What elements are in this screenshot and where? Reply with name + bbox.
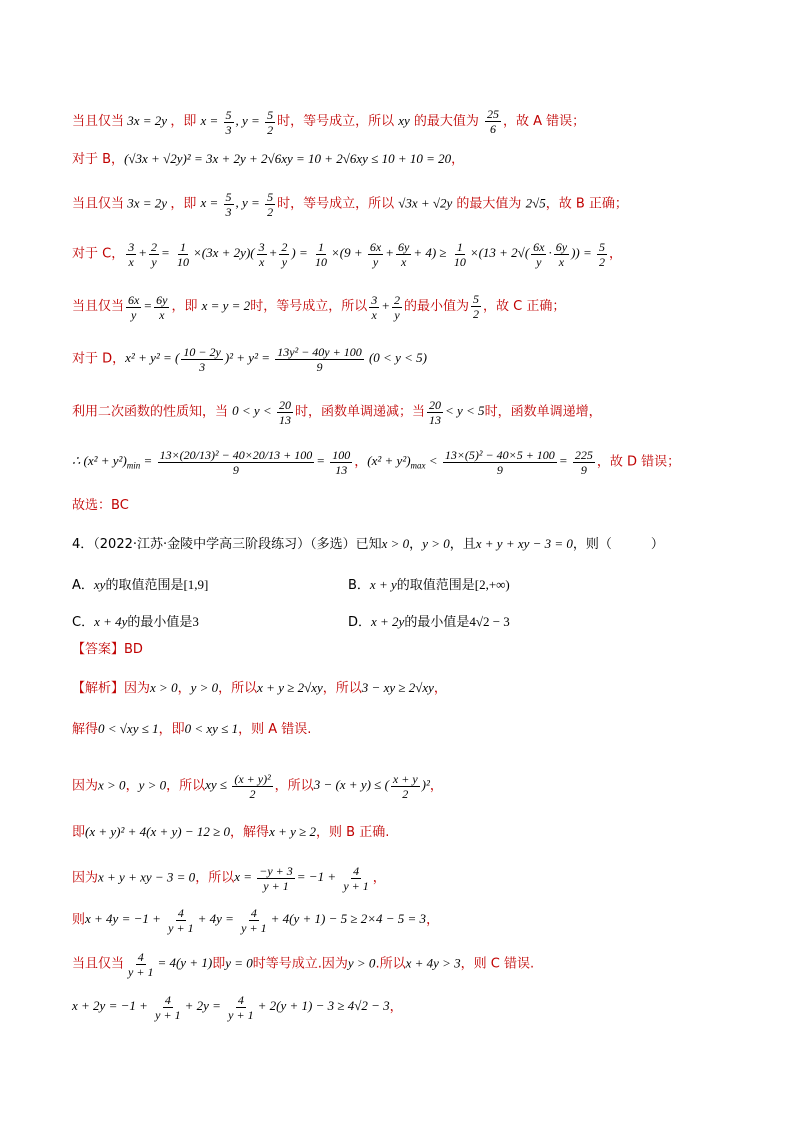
analysis-line-3: 因为x > 0，y > 0，所以xy ≤ $\frac{\text{(x + y)²}}{2}$ ，所以3 − (x + y) ≤ ( $\frac{x + y}{2}$ )²， xyxy=(72,772,443,801)
answer-line: 【答案】BD xyxy=(72,642,143,657)
option-b: B．x + y的取值范围是[2,+∞) xyxy=(348,577,510,593)
solution-line-7: 利用二次函数的性质知，当 0 < y < $\frac{20}{13}$ 时，函数单调递减；当 $\frac{20}{13}$ < y < 5时，函数单调递增， xyxy=(72,398,602,427)
solution-line-8: ∴ $(x^2 + y^2)_{min}$ = $\frac{\text{13×(20/13)² − 40×20/13 + 100}}{9}$ = $\frac{100}{13}$ ，$(x^2 + y^2)_{max}$ < $\frac{\text{13×(5)² − 40×5 + 100}}{9}$ = $\frac{225}{9}$ ，故 D 错误； xyxy=(72,448,681,477)
solution-line-3: 当且仅当 3x = 2y ，即 x = $\frac{5}{3}$ , y = $\frac{5}{2}$ 时，等号成立，所以 √3x + √2y 的最大值为 2√5，故 B 正确； xyxy=(72,190,628,219)
solution-line-6: 对于 D，x² + y² = ( $\frac{10 - 2y}{3}$ )² + y² = $\frac{\text{13y² − 40y + 100}}{9}$ (0 < y < 5) xyxy=(72,345,427,374)
option-c: C．x + 4y的最小值是3 xyxy=(72,614,199,630)
analysis-line-6: 则x + 4y = −1 + $\frac{4}{y + 1}$ + 4y = $\frac{4}{y + 1}$ + 4(y + 1) − 5 ≥ 2×4 − 5 = 3， xyxy=(72,906,440,935)
analysis-line-1: 【解析】因为x > 0，y > 0，所以x + y ≥ 2√xy，所以3 − xy ≥ 2√xy， xyxy=(72,680,447,696)
solution-line-2: 对于 B，(√3x + √2y)² = 3x + 2y + 2√6xy = 10 + 2√6xy ≤ 10 + 10 = 20， xyxy=(72,151,465,167)
analysis-line-4: 即(x + y)² + 4(x + y) − 12 ≥ 0，解得x + y ≥ 2，则 B 正确. xyxy=(72,824,390,840)
option-d: D．x + 2y的最小值是4√2 − 3 xyxy=(348,614,510,630)
analysis-line-2: 解得0 < √xy ≤ 1，即0 < xy ≤ 1，则 A 错误. xyxy=(72,721,312,737)
solution-line-5: 当且仅当 $\frac{6x}{y}$ = $\frac{6y}{x}$ ，即 x = y = 2时，等号成立，所以 $\frac{3}{x}$ + $\frac{2}{y}$ 的最小值为 $\frac{5}{2}$ ，故 C 正确； xyxy=(72,292,566,322)
solution-line-1: 当且仅当 3x = 2y ，即 x = $\frac{5}{3}$ , y = $\frac{5}{2}$ 时，等号成立，所以 xy 的最大值为 $\frac{25}{6}$ ，故 A 错误； xyxy=(72,107,586,137)
analysis-line-5: 因为x + y + xy − 3 = 0，所以x = $\frac{-y + 3}{y + 1}$ = −1 + $\frac{4}{y + 1}$ ， xyxy=(72,864,386,893)
solution-line-9: 故选：BC xyxy=(72,498,129,513)
analysis-line-7: 当且仅当 $\frac{4}{y + 1}$ = 4(y + 1)即y = 0时等号成立.因为y > 0.所以x + 4y > 3，则 C 错误. xyxy=(72,950,535,979)
solution-line-4: 对于 C， $\frac{3}{x}$ + $\frac{2}{y}$ = $\frac{1}{10}$ ×(3x + 2y)( $\frac{3}{x}$ + $\frac{2}{y}$ ) = $\frac{1}{10}$ ×(9 + $\frac{6x}{y}$ + $\frac{6y}{x}$ + 4) ≥ $\frac{1}{10}$ ×(13 + 2√( $\frac{6x}{y}$ · $\frac{6y}{x}$ )) = $\frac{5}{2}$ ， xyxy=(72,240,623,269)
text: 当且仅当 xyxy=(72,114,125,129)
question-stem: 4．（2022·江苏·金陵中学高三阶段练习）（多选）已知x > 0，y > 0，且x + y + xy − 3 = 0，则（ ） xyxy=(72,536,664,552)
option-a: A．xy的取值范围是[1,9] xyxy=(72,577,209,593)
analysis-line-8: x + 2y = −1 + $\frac{4}{y + 1}$ + 2y = $\frac{4}{y + 1}$ + 2(y + 1) − 3 ≥ 4√2 − 3， xyxy=(72,993,403,1022)
